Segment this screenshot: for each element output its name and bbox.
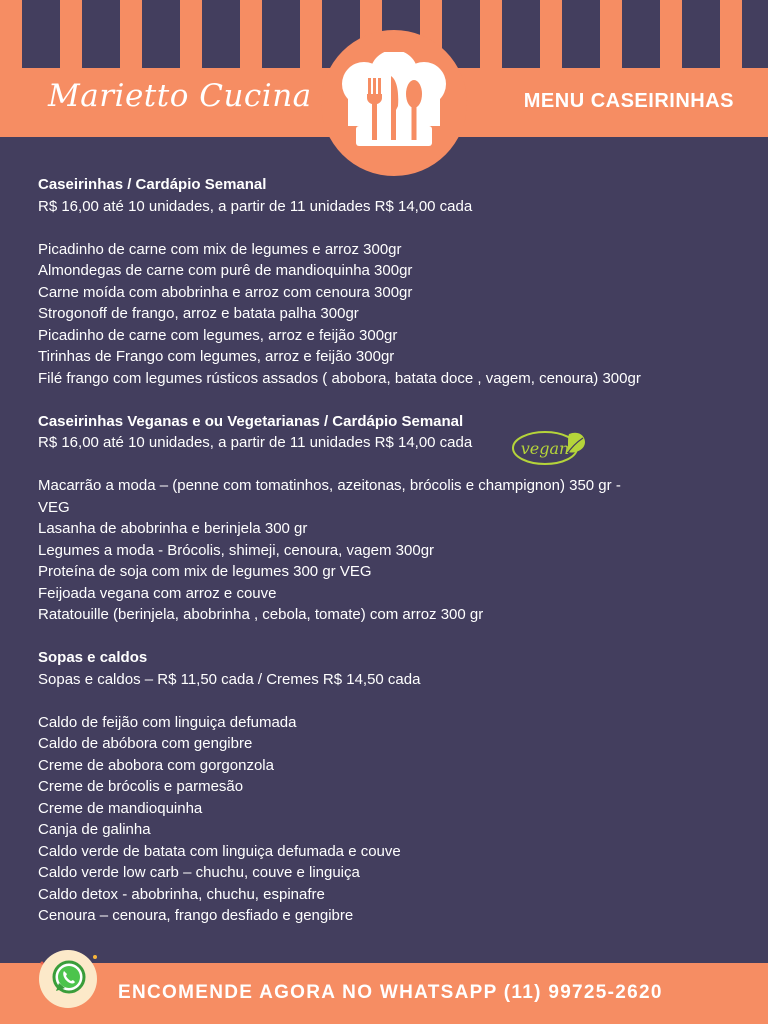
whatsapp-icon[interactable] [38, 949, 98, 1009]
menu-item: Picadinho de carne com mix de legumes e arroz 300gr [38, 240, 402, 258]
section-heading-veganas: Caseirinhas Veganas e ou Vegetarianas / Cardápio Semanal [38, 412, 464, 430]
menu-item: Creme de abobora com gorgonzola [38, 756, 274, 774]
menu-item: Creme de mandioquinha [38, 799, 203, 817]
menu-item: Tirinhas de Frango com legumes, arroz e feijão 300gr [38, 348, 395, 365]
whatsapp-cta[interactable]: ENCOMENDE AGORA NO WHATSAPP (11) 99725-2620 [118, 982, 663, 1003]
menu-item: Caldo de abóbora com gengibre [38, 735, 253, 752]
menu-item: Canja de galinha [38, 821, 151, 838]
menu-item: Proteína de soja com mix de legumes 300 gr VEG [38, 563, 372, 580]
menu-item: Almondegas de carne com purê de mandioquinha 300gr [38, 262, 413, 279]
menu-item: Filé frango com legumes rústicos assados ( abobora, batata doce , vagem, cenoura) 300gr [38, 369, 641, 387]
footer-banner [0, 963, 768, 1024]
menu-item: Lasanha de abobrinha e berinjela 300 gr [38, 520, 308, 537]
vegan-leaf-icon [509, 428, 589, 468]
brand-logo-text: Marietto Cucina [48, 78, 312, 114]
menu-item: Macarrão a moda – (penne com tomatinhos, azeitonas, brócolis e champignon) 350 gr - VEG [38, 477, 621, 516]
menu-item: Caldo verde low carb – chuchu, couve e linguiça [38, 864, 360, 881]
chef-hat-icon [330, 52, 458, 152]
menu-item: Caldo de feijão com linguiça defumada [38, 713, 297, 731]
price-sopas: Sopas e caldos – R$ 11,50 cada / Cremes R$ 14,50 cada [38, 670, 421, 688]
section-heading-sopas: Sopas e caldos [38, 649, 148, 666]
menu-item: Creme de brócolis e parmesão [38, 778, 244, 795]
price-veganas: R$ 16,00 até 10 unidades, a partir de 11 unidades R$ 14,00 cada [38, 434, 473, 451]
menu-item: Feijoada vegana com arroz e couve [38, 584, 277, 602]
menu-item: Strogonoff de frango, arroz e batata palha 300gr [38, 305, 359, 322]
menu-item: Cenoura – cenoura, frango desfiado e gengibre [38, 907, 354, 924]
menu-item: Carne moída com abobrinha e arroz com cenoura 300gr [38, 283, 413, 301]
menu-item: Legumes a moda - Brócolis, shimeji, cenoura, vagem 300gr [38, 541, 435, 559]
menu-item: Caldo detox - abobrinha, chuchu, espinafre [38, 885, 325, 903]
price-caseirinhas: R$ 16,00 até 10 unidades, a partir de 11 unidades R$ 14,00 cada [38, 197, 473, 215]
page-title: MENU CASEIRINHAS [523, 90, 734, 112]
menu-item: Ratatouille (berinjela, abobrinha , cebola, tomate) com arroz 300 gr [38, 606, 484, 623]
vegan-badge-label: vegan [520, 439, 570, 458]
menu-item: Caldo verde de batata com linguiça defumada e couve [38, 842, 401, 860]
section-heading-caseirinhas: Caseirinhas / Cardápio Semanal [38, 176, 267, 193]
menu-content [38, 174, 738, 927]
menu-item: Picadinho de carne com legumes, arroz e feijão 300gr [38, 326, 398, 344]
